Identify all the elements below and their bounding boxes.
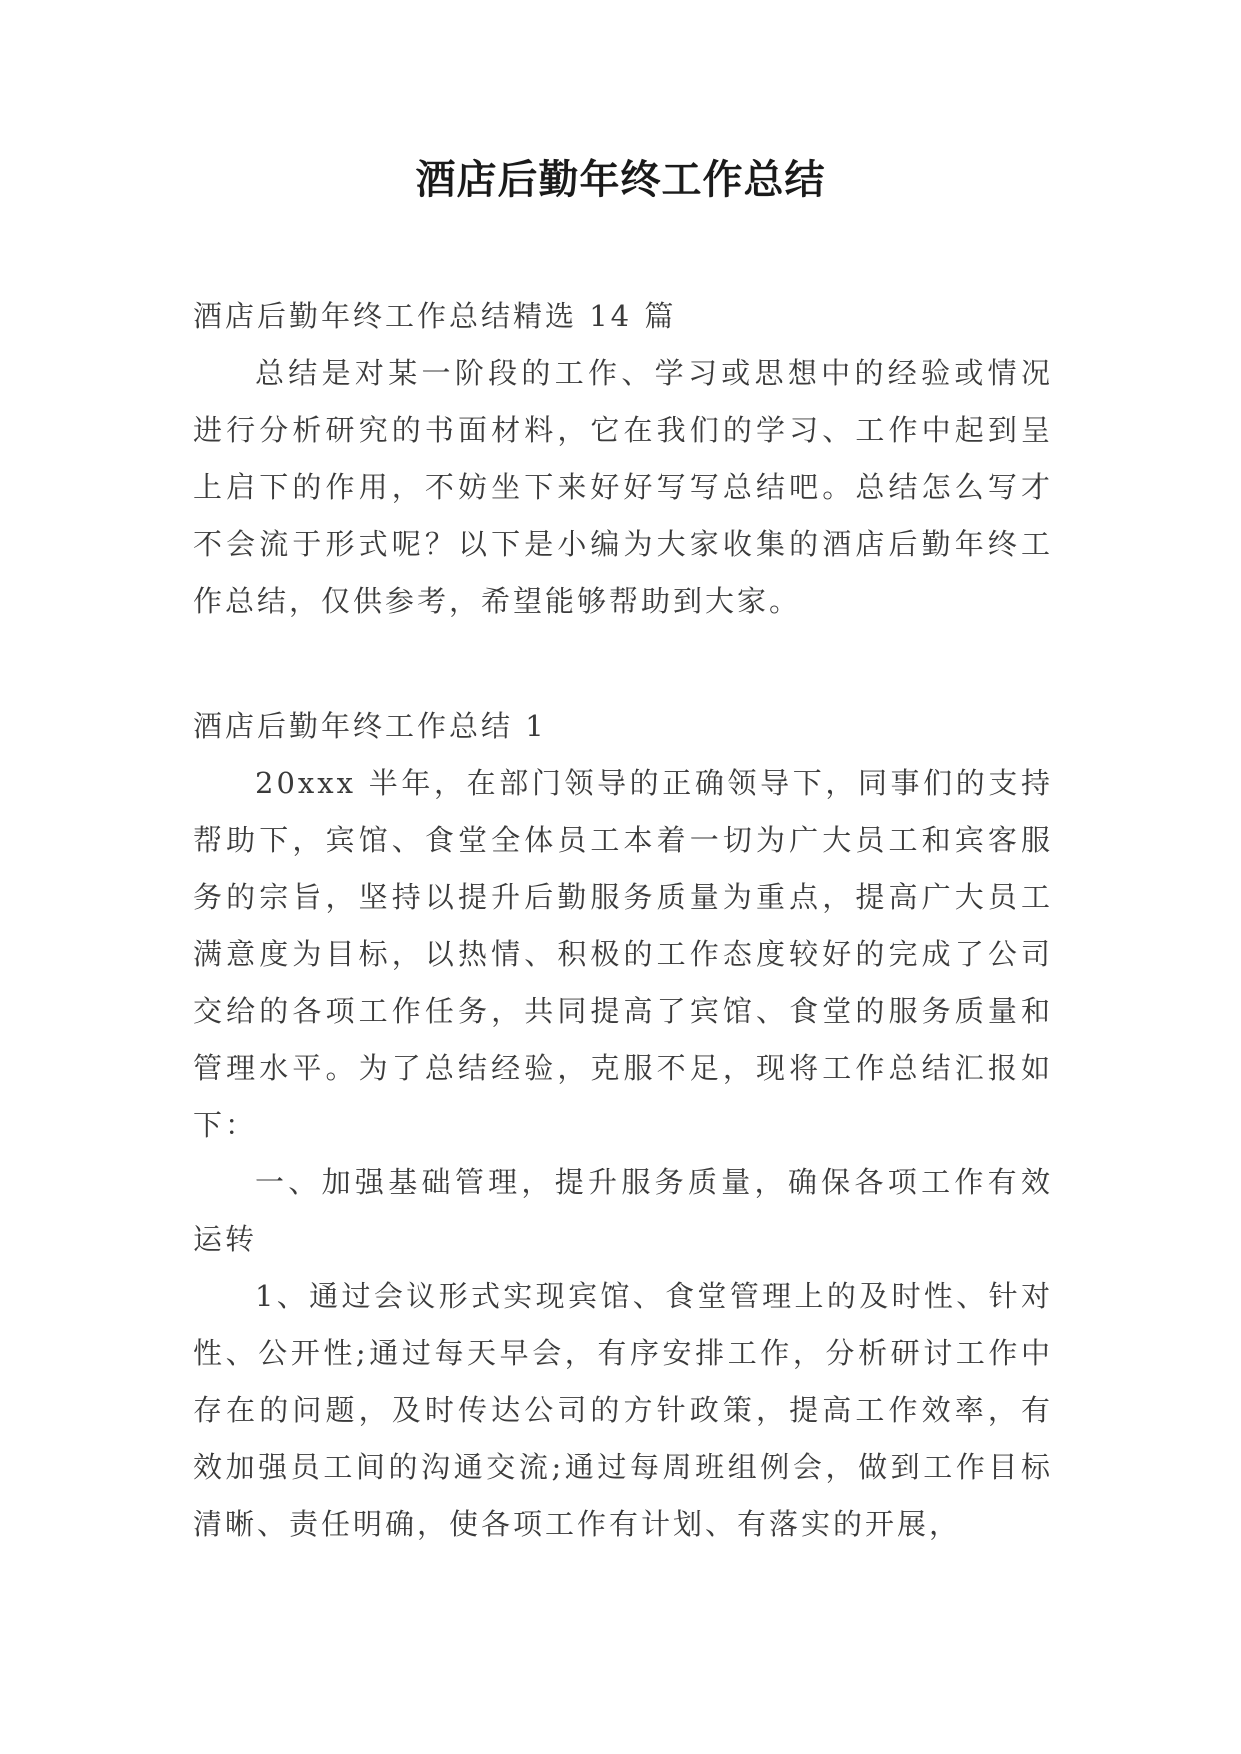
- body-paragraph: 1、通过会议形式实现宾馆、食堂管理上的及时性、针对性、公开性;通过每天早会，有序安排工作，分析研讨工作中存在的问题，及时传达公司的方针政策，提高工作效率，有效加强员工间的沟通交流;通过每周班组例会，做到工作目标清晰、责任明确，使各项工作有计划、有落实的开展，: [193, 1279, 1053, 1541]
- document-title: 酒店后勤年终工作总结: [415, 156, 826, 203]
- section-heading: 酒店后勤年终工作总结 1: [193, 709, 547, 743]
- body-paragraph: 20xxx 半年，在部门领导的正确领导下，同事们的支持帮助下，宾馆、食堂全体员工本着一切为广大员工和宾客服务的宗旨，坚持以提升后勤服务质量为重点，提高广大员工满意度为目标，以热情、积极的工作态度较好的完成了公司交给的各项工作任务，共同提高了宾馆、食堂的服务质量和管理水平。为了总结经验，克服不足，现将工作总结汇报如下：: [193, 766, 1053, 1142]
- document-subtitle: 酒店后勤年终工作总结精选 14 篇: [193, 299, 677, 333]
- intro-paragraph: 总结是对某一阶段的工作、学习或思想中的经验或情况进行分析研究的书面材料，它在我们的学习、工作中起到呈上启下的作用，不妨坐下来好好写写总结吧。总结怎么写才不会流于形式呢？以下是小编为大家收集的酒店后勤年终工作总结，仅供参考，希望能够帮助到大家。: [193, 356, 1053, 618]
- body-paragraph-heading: 一、加强基础管理，提升服务质量，确保各项工作有效运转: [193, 1165, 1053, 1256]
